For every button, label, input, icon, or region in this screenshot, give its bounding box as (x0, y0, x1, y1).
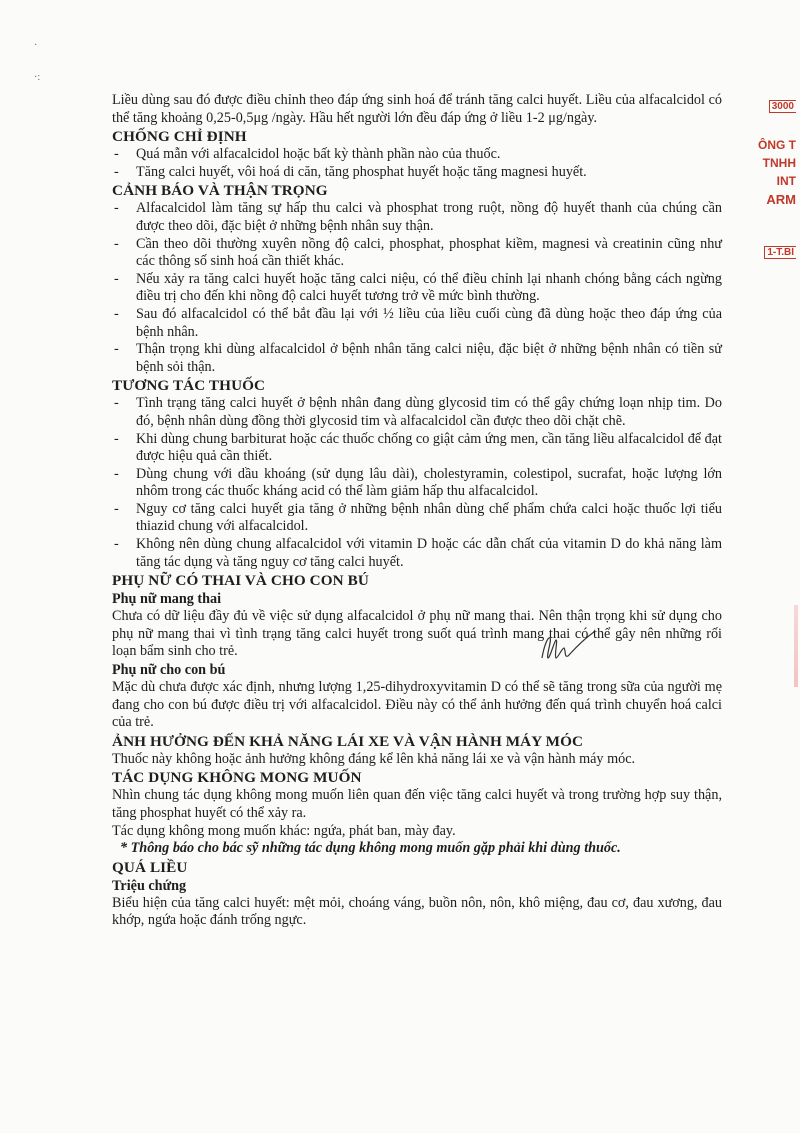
red-margin-mark (794, 605, 798, 687)
symptoms-paragraph: Biểu hiện của tăng calci huyết: mệt mỏi, choáng váng, buồn nôn, nôn, khô miệng, đau cơ, đau xương, đau khớp, ngứa hoặc đánh trống ngực. (112, 894, 722, 929)
subsection-title-symptoms: Triệu chứng (112, 877, 187, 894)
section-title-pregnancy: PHỤ NỮ CÓ THAI VÀ CHO CON BÚ (112, 572, 369, 590)
section-title-overdose: QUÁ LIỀU (112, 858, 188, 876)
document-page (112, 92, 722, 930)
list-item: - Alfacalcidol làm tăng sự hấp thu calci và phosphat trong ruột, nồng độ huyết thanh của chúng cần được theo dõi, đặc biệt ở những bệnh nhân suy thận. (112, 200, 722, 235)
list-item: - Dùng chung với dầu khoáng (sử dụng lâu dài), cholestyramin, colestipol, sucrafat, hoặc lượng lớn nhôm trong các thuốc kháng acid có thể làm giảm hấp thu alfacalcidol. (112, 466, 722, 501)
pregnancy-paragraph: Chưa có dữ liệu đầy đủ về việc sử dụng alfacalcidol ở phụ nữ mang thai. Nên thận trọng khi sử dụng cho phụ nữ mang thai vì tình trạng tăng calci huyết trong suốt quá trình mang thai có thể gây nên những rối loạn bẩm sinh cho trẻ. (112, 608, 722, 660)
list-item: - Khi dùng chung barbiturat hoặc các thuốc chống co giật cảm ứng men, cần tăng liều alfacalcidol để đạt được hiệu quả cần thiết. (112, 431, 722, 466)
list-item: - Cần theo dõi thường xuyên nồng độ calci, phosphat, phosphat kiềm, magnesi và creatinin cũng như các thông số sinh hoá cần thiết khác. (112, 236, 722, 271)
list-item: - Tình trạng tăng calci huyết ở bệnh nhân đang dùng glycosid tim có thể gây chứng loạn nhịp tim. Do đó, bệnh nhân dùng đồng thời glycosid tim và alfacalcidol cần được theo dõi chặt chẽ. (112, 395, 722, 430)
list-item: - Tăng calci huyết, vôi hoá di căn, tăng phosphat huyết hoặc tăng magnesi huyết. (112, 164, 722, 182)
list-item: - Nguy cơ tăng calci huyết gia tăng ở những bệnh nhân dùng chế phẩm chứa calci hoặc thuốc lợi tiểu thiazid chung với alfacalcidol. (112, 501, 722, 536)
list-item: - Nếu xảy ra tăng calci huyết hoặc tăng calci niệu, có thể điều chỉnh lại nhanh chóng bằng cách ngừng điều trị cho đến khi nồng độ calci huyết tương trở về mức bình thường. (112, 271, 722, 306)
breastfeeding-paragraph: Mặc dù chưa được xác định, nhưng lượng 1,25-dihydroxyvitamin D có thể sẽ tăng trong sữa của người mẹ đang cho con bú được điều trị với alfacalcidol. Điều này có thể ảnh hưởng đến quá trình chuyển hoá calci của trẻ. (112, 679, 722, 731)
stamp-text: TNHH (762, 156, 796, 170)
subsection-title-pregnant: Phụ nữ mang thai (112, 591, 222, 608)
list-item: - Quá mẫn với alfacalcidol hoặc bất kỳ thành phần nào của thuốc. (112, 146, 722, 164)
stamp-text: INT (776, 174, 796, 188)
interactions-list (112, 395, 722, 571)
stamp-text: 1-T.BÌ (764, 246, 796, 259)
section-title-adverse-effects: TÁC DỤNG KHÔNG MONG MUỐN (112, 769, 362, 787)
subsection-title-breastfeeding: Phụ nữ cho con bú (112, 662, 226, 679)
warnings-list (112, 200, 722, 376)
stamp-text: ARM (766, 192, 796, 207)
red-stamp-fragment (758, 98, 800, 272)
section-title-contraindications: CHỐNG CHỈ ĐỊNH (112, 128, 247, 146)
driving-paragraph: Thuốc này không hoặc ảnh hưởng không đáng kể lên khả năng lái xe và vận hành máy móc. (112, 750, 636, 767)
list-item: - Thận trọng khi dùng alfacalcidol ở bệnh nhân tăng calci niệu, đặc biệt ở những bệnh nhân có tiền sử bệnh sỏi thận. (112, 341, 722, 376)
adverse-note: * Thông báo cho bác sỹ những tác dụng không mong muốn gặp phải khi dùng thuốc. (120, 840, 621, 857)
adverse-paragraph: Nhìn chung tác dụng không mong muốn liên quan đến việc tăng calci huyết và trong trường hợp suy thận, tăng phosphat huyết có thể xảy ra. (112, 787, 722, 821)
section-title-driving: ẢNH HƯỞNG ĐẾN KHẢ NĂNG LÁI XE VÀ VẬN HÀNH MÁY MÓC (112, 732, 584, 750)
contraindications-list (112, 146, 722, 181)
scan-speck: · (34, 40, 38, 51)
scan-speck: ·: (34, 72, 41, 83)
adverse-other-paragraph: Tác dụng không mong muốn khác: ngứa, phát ban, mày đay. (112, 822, 456, 839)
section-title-interactions: TƯƠNG TÁC THUỐC (112, 377, 266, 395)
stamp-text: 3000 (769, 100, 796, 113)
list-item: - Sau đó alfacalcidol có thể bắt đầu lại với ½ liều của liều cuối cùng đã dùng hoặc theo đáp ứng của bệnh nhân. (112, 306, 722, 341)
dosage-paragraph: Liều dùng sau đó được điều chỉnh theo đáp ứng sinh hoá để tránh tăng calci huyết. Liều của alfacalcidol có thể tăng khoảng 0,25-0,5μg /ngày. Hầu hết người lớn đều đáp ứng ở liều 1-2 μg/ngày. (112, 92, 722, 126)
list-item: - Không nên dùng chung alfacalcidol với vitamin D hoặc các dẫn chất của vitamin D do khả năng làm tăng tác dụng và tăng nguy cơ tăng calci huyết. (112, 536, 722, 571)
section-title-warnings: CẢNH BÁO VÀ THẬN TRỌNG (112, 182, 328, 200)
stamp-text: ÔNG T (758, 138, 796, 152)
